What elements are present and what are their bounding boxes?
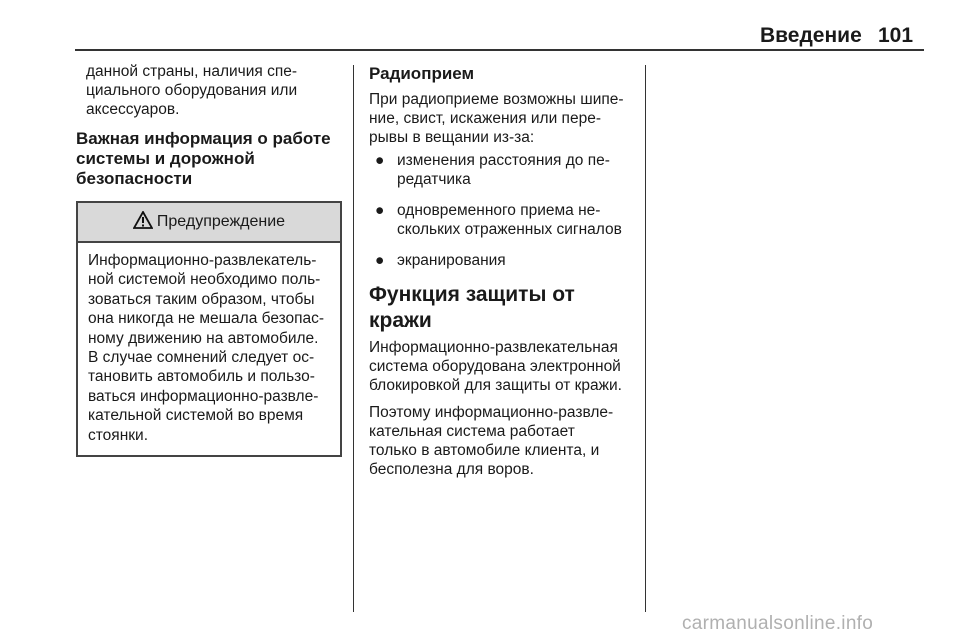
warning-line: В случае сомнений следует ос- bbox=[88, 349, 315, 367]
left-column bbox=[76, 62, 342, 457]
warning-line: стоянки. bbox=[88, 426, 148, 444]
paragraph-line: кательная система работает bbox=[369, 423, 575, 440]
intro-line: аксессуаров. bbox=[86, 101, 180, 118]
warning-line: зоваться таким образом, чтобы bbox=[88, 290, 315, 308]
warning-line: ному движению на автомобиле. bbox=[88, 329, 319, 347]
warning-line: тановить автомобиль и пользо- bbox=[88, 368, 315, 386]
warning-line: ваться информационно-развле- bbox=[88, 387, 319, 405]
theft-heading: Функция защиты от кражи bbox=[369, 283, 575, 332]
theft-paragraph bbox=[369, 338, 637, 395]
header-rule bbox=[75, 49, 924, 51]
section-heading-line: системы и дорожной bbox=[76, 149, 255, 168]
watermark: carmanualsonline.info bbox=[682, 613, 874, 634]
paragraph-line: блокировкой для защиты от кражи. bbox=[369, 377, 622, 394]
intro-line: данной страны, наличия спе- bbox=[86, 63, 298, 80]
paragraph-line: система оборудована электронной bbox=[369, 358, 621, 375]
section-heading-line: Важная информация о работе bbox=[76, 129, 331, 148]
paragraph-line: только в автомобиле клиента, и bbox=[369, 442, 600, 459]
middle-column bbox=[369, 62, 637, 487]
list-item-line: одновременного приема не- bbox=[397, 202, 601, 219]
list-item bbox=[369, 201, 637, 239]
warning-line: ной системой необходимо поль- bbox=[88, 271, 321, 289]
radio-intro-line: ние, свист, искажения или пере- bbox=[369, 110, 601, 127]
warning-icon bbox=[133, 211, 153, 234]
theft-paragraph bbox=[369, 403, 637, 479]
warning-title: Предупреждение bbox=[156, 213, 286, 230]
warning-box bbox=[76, 201, 342, 457]
bullet-icon: ● bbox=[375, 252, 385, 269]
list-item bbox=[369, 151, 637, 189]
interference-list bbox=[369, 151, 637, 270]
bullet-icon: ● bbox=[375, 202, 385, 219]
list-item-line: скольких отраженных сигналов bbox=[397, 221, 622, 238]
radio-heading: Радиоприем bbox=[369, 64, 475, 83]
list-item-line: редатчика bbox=[397, 171, 471, 188]
section-heading-line: безопасности bbox=[76, 169, 193, 188]
warning-body bbox=[78, 243, 340, 455]
radio-intro-line: рывы в вещании из-за: bbox=[369, 129, 535, 146]
column-divider-right bbox=[645, 65, 646, 612]
section-heading bbox=[76, 129, 342, 189]
warning-header bbox=[78, 203, 340, 243]
list-item bbox=[369, 251, 637, 270]
warning-line: она никогда не мешала безопас- bbox=[88, 310, 325, 328]
warning-line: Информационно-развлекатель- bbox=[88, 252, 317, 269]
radio-intro-line: При радиоприеме возможны шипе- bbox=[369, 91, 624, 108]
paragraph-line: бесполезна для воров. bbox=[369, 461, 534, 478]
list-item-line: экранирования bbox=[397, 252, 506, 269]
header-title: Введение bbox=[760, 24, 862, 47]
paragraph-line: Поэтому информационно-развле- bbox=[369, 404, 614, 421]
bullet-icon: ● bbox=[375, 152, 385, 169]
column-divider bbox=[353, 65, 354, 612]
page-number: 101 bbox=[878, 24, 914, 47]
paragraph-line: Информационно-развлекательная bbox=[369, 339, 618, 356]
list-item-line: изменения расстояния до пе- bbox=[397, 152, 610, 169]
intro-line: циального оборудования или bbox=[86, 82, 298, 99]
warning-line: кательной системой во время bbox=[88, 407, 304, 425]
